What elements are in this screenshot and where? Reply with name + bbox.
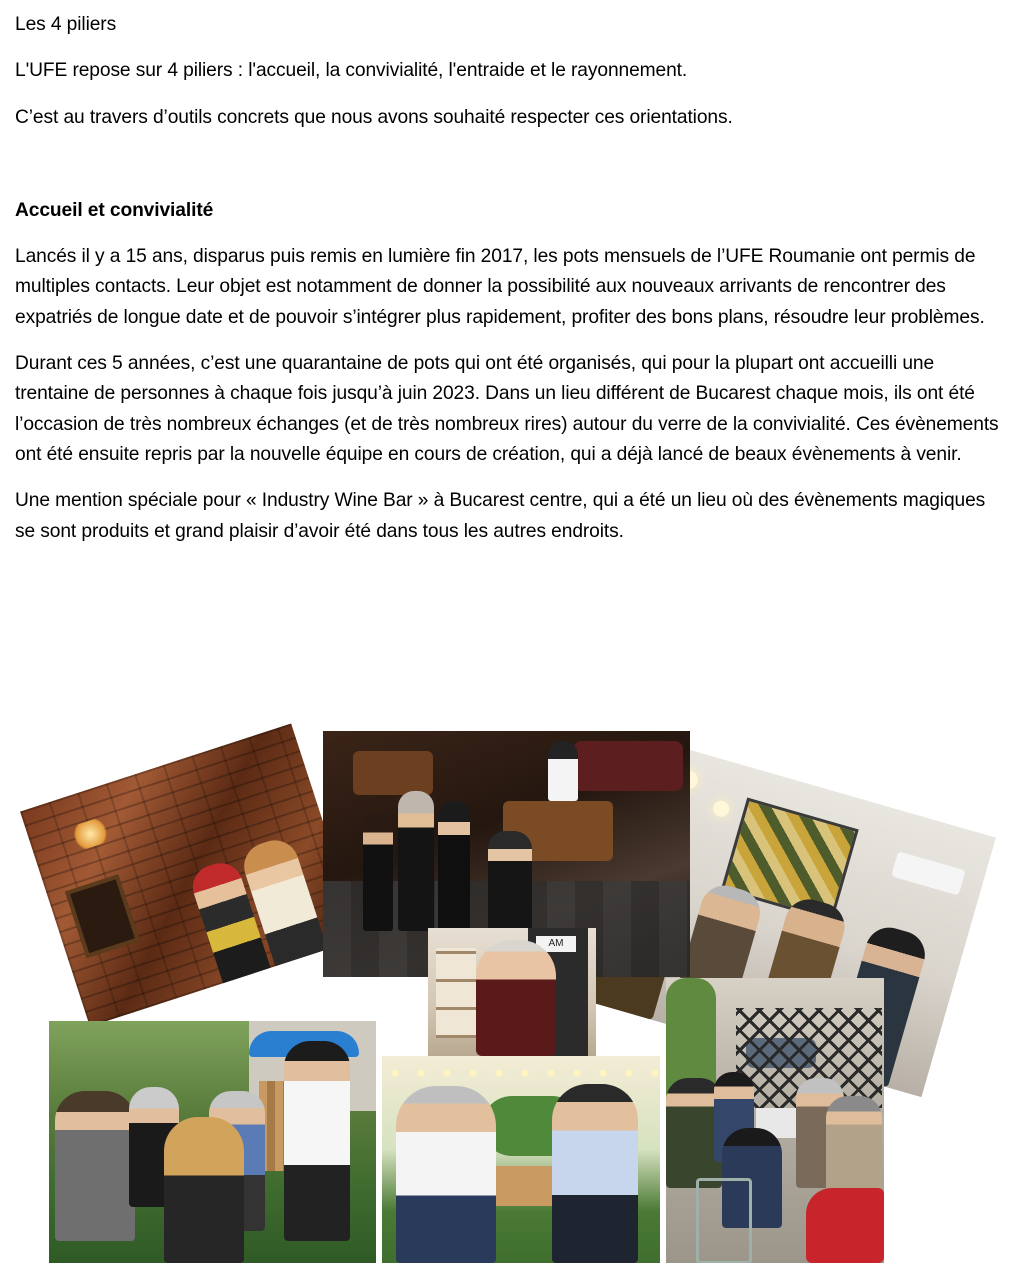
photo-two-men-terrace — [382, 1056, 660, 1263]
section-heading: Accueil et convivialité — [15, 199, 214, 221]
photo-man-portrait — [428, 928, 596, 1056]
stroller — [806, 1188, 884, 1263]
chair — [696, 1178, 752, 1263]
photo-garden-terrace — [49, 1021, 376, 1263]
person — [284, 1041, 350, 1241]
person — [363, 811, 393, 931]
air-conditioner — [891, 851, 965, 895]
body-paragraph-2: Durant ces 5 années, c’est une quarantaine de pots qui ont été organisés, qui pour la plupart ont accueilli une trentaine de personnes à chaque fois jusqu’à juin 2023. Dans un lieu différent de Bucarest chaque mois, ils ont été l’occasion de très nombreux échanges (et de très nombreux rires) autour du verre de la convivialité. Ces évènements ont été ensuite repris par la nouvelle équipe en cours de création, qui a déjà lancé de beaux évènements à venir. — [15, 353, 999, 465]
string-lights — [382, 1066, 660, 1080]
person — [552, 1084, 638, 1263]
table — [353, 751, 433, 795]
brick-wall — [20, 723, 361, 1026]
section-label: Les 4 piliers — [15, 14, 117, 35]
intro-paragraph: L'UFE repose sur 4 piliers : l'accueil, la convivialité, l'entraide et le rayonnement. — [15, 60, 688, 82]
intro-paragraph-2: C’est au travers d’outils concrets que nous avons souhaité respecter ces orientations. — [15, 106, 733, 128]
person — [488, 831, 532, 931]
body-paragraph-1: Lancés il y a 15 ans, disparus puis remis en lumière fin 2017, les pots mensuels de l’UFE Roumanie ont permis de multiples contacts. Leur objet est notamment de donner la possibilité aux nouveaux arrivants de rencontrer des expatriés de longue date et de pouvoir s’intégrer plus rapidement, profiter des bons plans, résoudre leur problèmes. — [15, 246, 985, 328]
person — [438, 801, 470, 931]
person — [548, 741, 578, 801]
photo-courtyard-meeting — [666, 978, 884, 1263]
body-paragraph-3: Une mention spéciale pour « Industry Wine Bar » à Bucarest centre, qui a été un lieu où des évènements magiques se sont produits et grand plaisir d’avoir été dans tous les autres endroits. — [15, 490, 986, 542]
person — [396, 1086, 496, 1263]
person — [398, 791, 434, 931]
document-body — [15, 10, 1000, 547]
door-sign: AM — [536, 936, 576, 952]
photo-brick-bar — [20, 723, 361, 1026]
sofa — [573, 741, 683, 791]
person — [476, 940, 556, 1056]
ceiling-light — [711, 799, 731, 819]
person — [55, 1091, 135, 1241]
person — [164, 1117, 244, 1263]
shelf — [436, 948, 476, 1038]
